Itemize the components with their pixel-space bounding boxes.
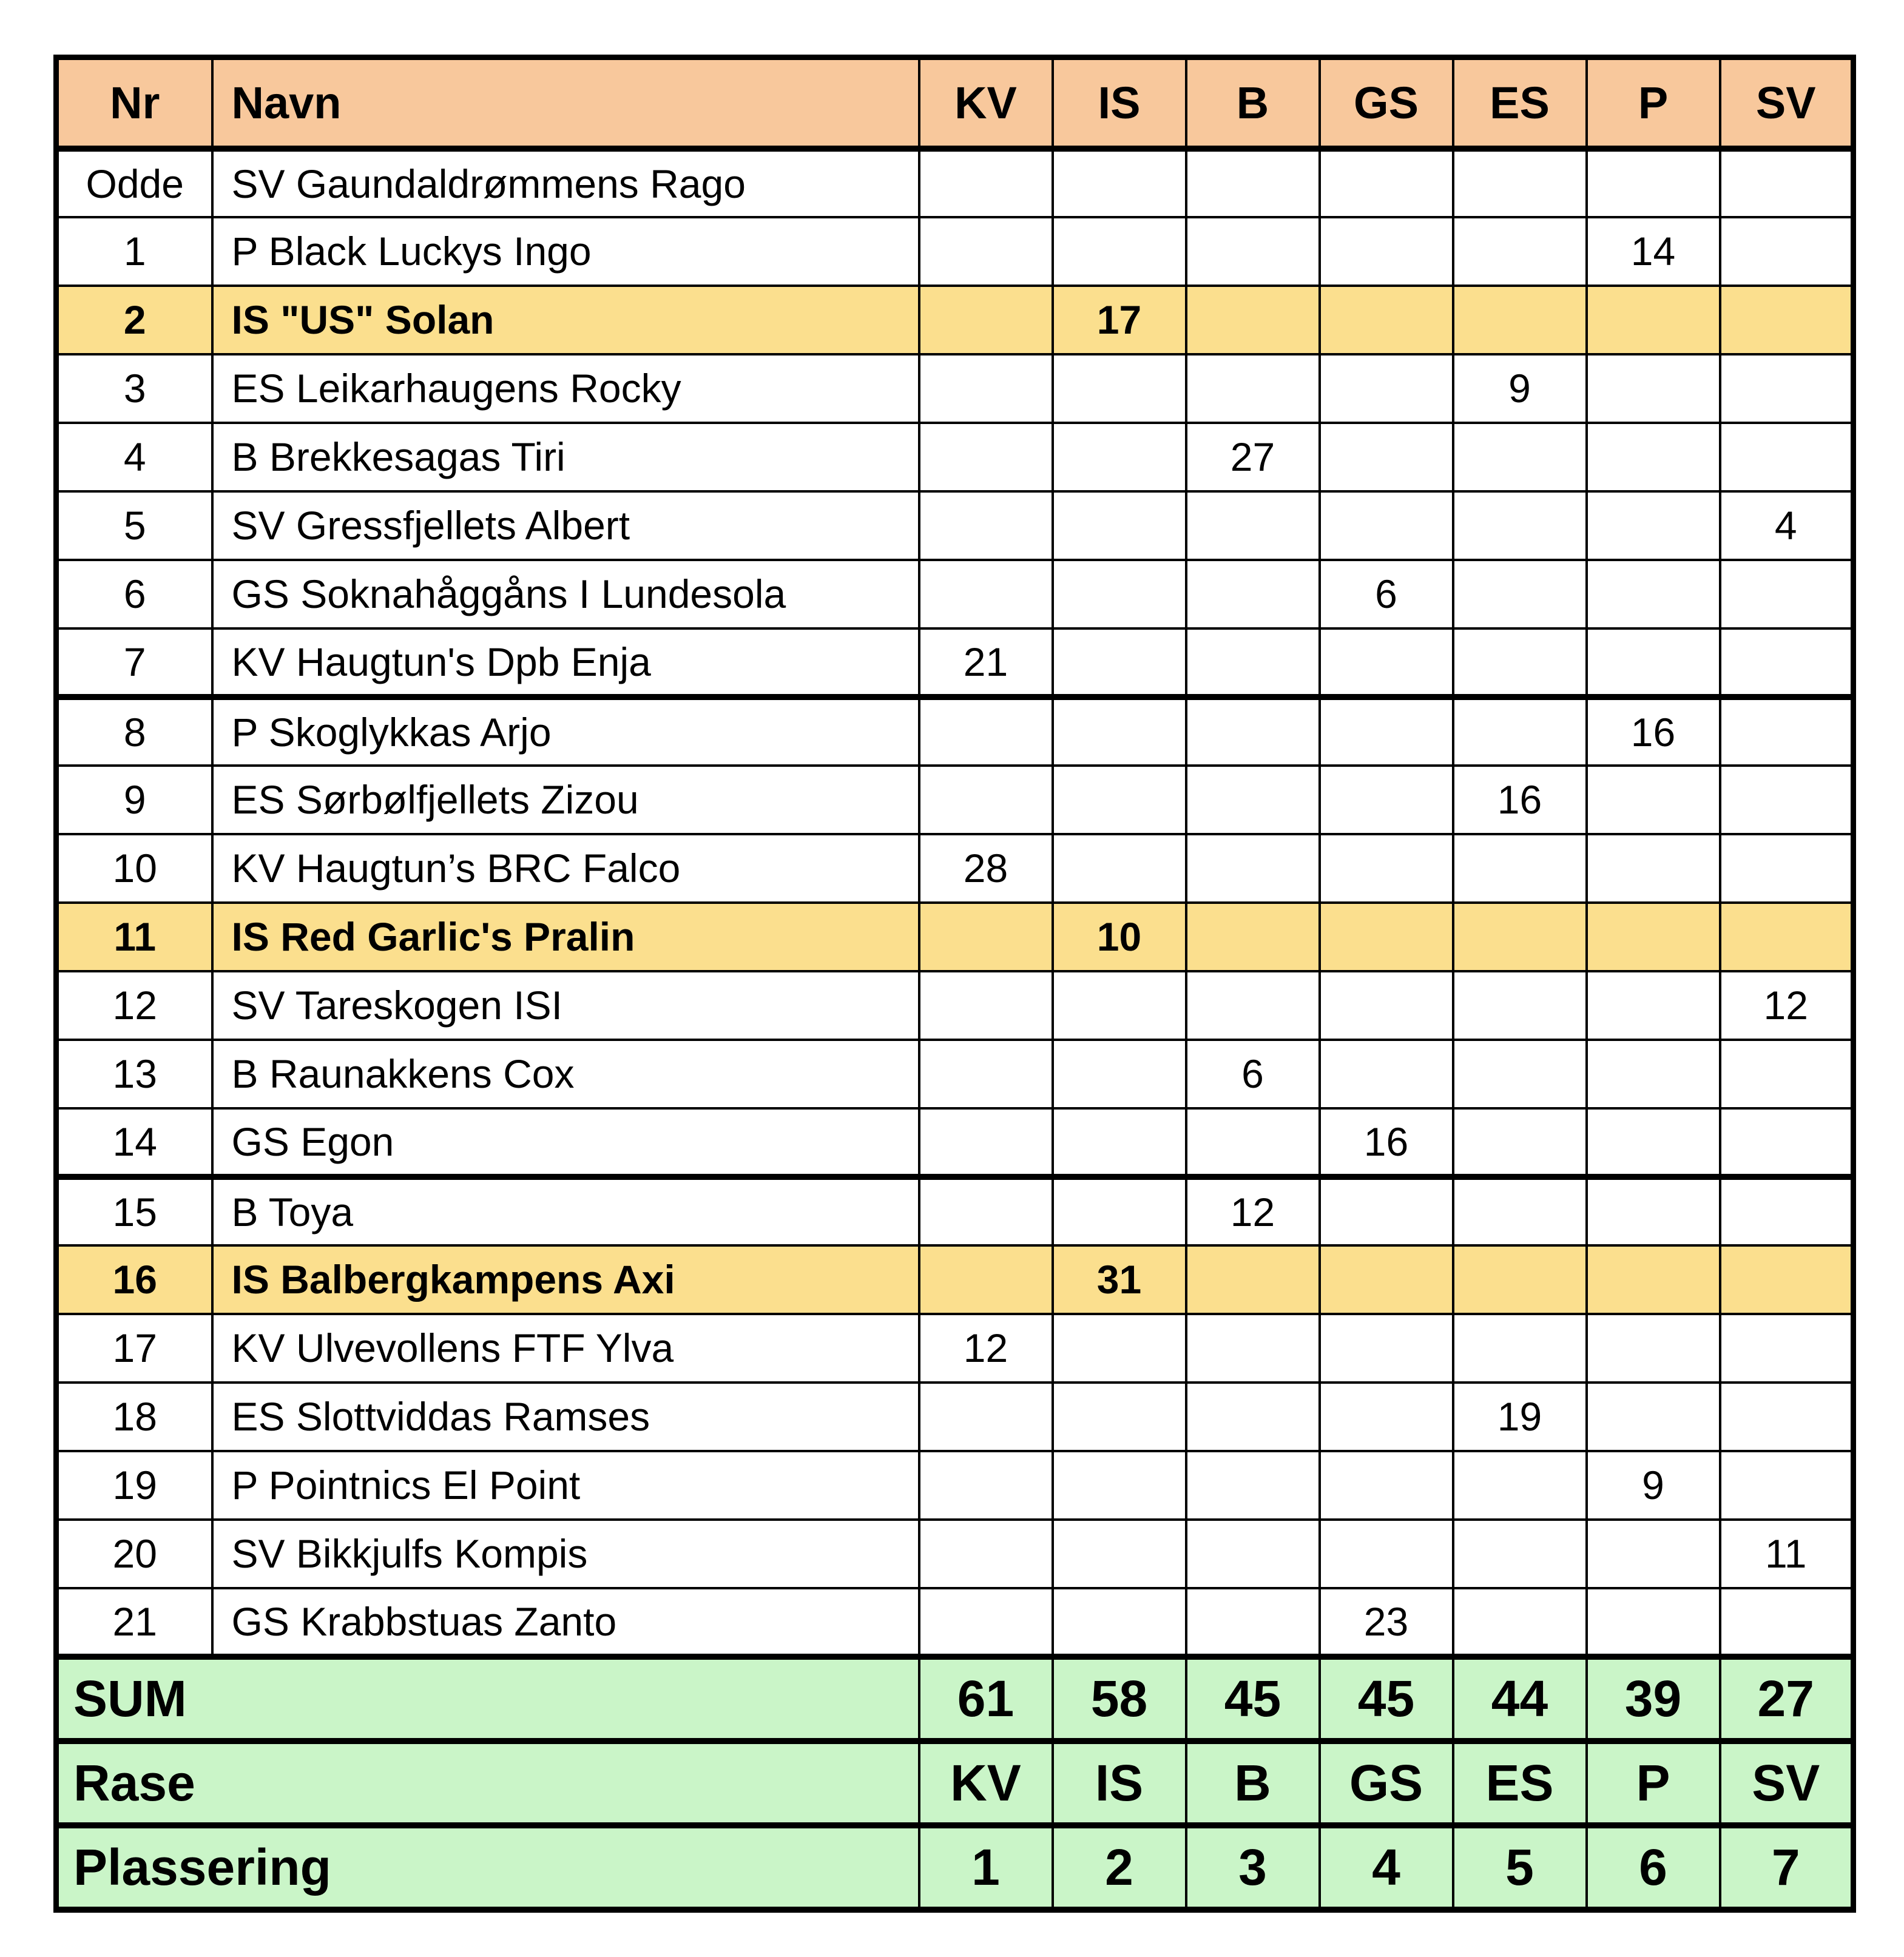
- footer-plassering-value-cell: 7: [1720, 1825, 1854, 1910]
- dog-name-cell: ES Sørbølfjellets Zizou: [212, 766, 919, 834]
- dog-name-cell: ES Slottviddas Ramses: [212, 1383, 919, 1451]
- table-footer: [56, 1657, 1854, 1910]
- score-cell: [1053, 766, 1186, 834]
- score-cell: 31: [1053, 1245, 1186, 1314]
- table-row: [56, 1177, 1854, 1245]
- dog-name-cell: P Skoglykkas Arjo: [212, 697, 919, 766]
- score-cell: [1186, 1520, 1320, 1588]
- score-cell: [919, 423, 1053, 491]
- score-cell: [1320, 1383, 1453, 1451]
- score-cell: [1053, 491, 1186, 560]
- score-cell: [1186, 697, 1320, 766]
- score-cell: [1186, 834, 1320, 903]
- score-cell: [1053, 834, 1186, 903]
- row-number-cell: 4: [56, 423, 212, 491]
- footer-sum-value-cell: 58: [1053, 1657, 1186, 1741]
- column-header-p: P: [1587, 58, 1720, 149]
- score-cell: [1320, 628, 1453, 697]
- score-cell: [1720, 766, 1854, 834]
- column-header-navn: Navn: [212, 58, 919, 149]
- table-row: [56, 1108, 1854, 1177]
- row-number-cell: 13: [56, 1040, 212, 1108]
- score-cell: 10: [1053, 903, 1186, 971]
- score-cell: [1587, 971, 1720, 1040]
- score-cell: [1186, 766, 1320, 834]
- footer-plassering-value-cell: 2: [1053, 1825, 1186, 1910]
- table-row: [56, 971, 1854, 1040]
- score-cell: [1720, 217, 1854, 286]
- score-cell: [1587, 149, 1720, 217]
- score-cell: [1186, 1383, 1320, 1451]
- footer-plassering-value-cell: 4: [1320, 1825, 1453, 1910]
- dog-name-cell: GS Egon: [212, 1108, 919, 1177]
- table-row: [56, 628, 1854, 697]
- footer-row-plassering: [56, 1825, 1854, 1910]
- score-cell: 14: [1587, 217, 1720, 286]
- score-cell: 19: [1453, 1383, 1587, 1451]
- score-cell: [1320, 423, 1453, 491]
- score-cell: [1186, 628, 1320, 697]
- footer-sum-value-cell: 27: [1720, 1657, 1854, 1741]
- footer-sum-value-cell: 61: [919, 1657, 1053, 1741]
- score-cell: [1453, 1588, 1587, 1657]
- score-cell: [1720, 1383, 1854, 1451]
- score-cell: [1320, 1245, 1453, 1314]
- score-cell: [1453, 971, 1587, 1040]
- score-cell: [919, 1383, 1053, 1451]
- dog-name-cell: SV Tareskogen ISI: [212, 971, 919, 1040]
- score-cell: [1720, 834, 1854, 903]
- score-cell: [1320, 1040, 1453, 1108]
- table-header-row: [56, 58, 1854, 149]
- score-cell: [1320, 491, 1453, 560]
- score-cell: [1453, 903, 1587, 971]
- row-number-cell: 2: [56, 286, 212, 354]
- score-cell: [1186, 560, 1320, 628]
- score-cell: [1453, 1520, 1587, 1588]
- score-cell: [1587, 1383, 1720, 1451]
- footer-rase-value-cell: P: [1587, 1741, 1720, 1825]
- score-cell: [1320, 354, 1453, 423]
- score-cell: [1453, 1314, 1587, 1383]
- table-row: [56, 903, 1854, 971]
- dog-name-cell: IS Balbergkampens Axi: [212, 1245, 919, 1314]
- table-row: [56, 286, 1854, 354]
- score-cell: 6: [1186, 1040, 1320, 1108]
- score-cell: [919, 149, 1053, 217]
- score-cell: [1320, 697, 1453, 766]
- table-row: [56, 1588, 1854, 1657]
- table-row: [56, 354, 1854, 423]
- score-cell: [1453, 697, 1587, 766]
- score-cell: [1453, 1108, 1587, 1177]
- row-number-cell: 19: [56, 1451, 212, 1520]
- dog-name-cell: SV Bikkjulfs Kompis: [212, 1520, 919, 1588]
- footer-sum-label: SUM: [56, 1657, 919, 1741]
- column-header-nr: Nr: [56, 58, 212, 149]
- score-cell: [919, 1451, 1053, 1520]
- score-cell: [1053, 354, 1186, 423]
- dog-name-cell: SV Gressfjellets Albert: [212, 491, 919, 560]
- score-cell: [1453, 149, 1587, 217]
- score-cell: [1186, 1451, 1320, 1520]
- table-row: [56, 149, 1854, 217]
- dog-name-cell: B Brekkesagas Tiri: [212, 423, 919, 491]
- score-cell: [1720, 1108, 1854, 1177]
- dog-name-cell: P Pointnics El Point: [212, 1451, 919, 1520]
- score-cell: [919, 286, 1053, 354]
- score-cell: [919, 1520, 1053, 1588]
- row-number-cell: 10: [56, 834, 212, 903]
- footer-row-sum: [56, 1657, 1854, 1741]
- table-row: [56, 834, 1854, 903]
- score-cell: [1587, 766, 1720, 834]
- score-cell: [1587, 560, 1720, 628]
- score-cell: [1587, 423, 1720, 491]
- footer-plassering-value-cell: 3: [1186, 1825, 1320, 1910]
- score-cell: [919, 766, 1053, 834]
- score-cell: 16: [1587, 697, 1720, 766]
- score-cell: [919, 491, 1053, 560]
- score-cell: [1453, 628, 1587, 697]
- dog-name-cell: GS Soknahåggåns I Lundesola: [212, 560, 919, 628]
- score-cell: [919, 1177, 1053, 1245]
- dog-name-cell: IS Red Garlic's Pralin: [212, 903, 919, 971]
- score-table: [53, 55, 1856, 1913]
- row-number-cell: 14: [56, 1108, 212, 1177]
- score-cell: [1587, 491, 1720, 560]
- score-cell: [1720, 903, 1854, 971]
- footer-rase-label: Rase: [56, 1741, 919, 1825]
- row-number-cell: 8: [56, 697, 212, 766]
- table-body: [56, 149, 1854, 1657]
- table-header: [56, 58, 1854, 149]
- row-number-cell: 21: [56, 1588, 212, 1657]
- score-cell: [1053, 217, 1186, 286]
- score-cell: [1053, 697, 1186, 766]
- row-number-cell: 12: [56, 971, 212, 1040]
- footer-rase-value-cell: ES: [1453, 1741, 1587, 1825]
- dog-name-cell: B Toya: [212, 1177, 919, 1245]
- score-cell: [1186, 149, 1320, 217]
- score-cell: [1453, 491, 1587, 560]
- row-number-cell: 3: [56, 354, 212, 423]
- column-header-is: IS: [1053, 58, 1186, 149]
- score-cell: 6: [1320, 560, 1453, 628]
- score-cell: [1587, 286, 1720, 354]
- score-cell: [919, 354, 1053, 423]
- row-number-cell: 1: [56, 217, 212, 286]
- score-cell: [1720, 286, 1854, 354]
- score-cell: [1053, 149, 1186, 217]
- score-cell: [1320, 903, 1453, 971]
- row-number-cell: 18: [56, 1383, 212, 1451]
- score-cell: [1587, 1520, 1720, 1588]
- score-cell: [1587, 834, 1720, 903]
- column-header-kv: KV: [919, 58, 1053, 149]
- footer-rase-value-cell: GS: [1320, 1741, 1453, 1825]
- score-cell: [1320, 1451, 1453, 1520]
- footer-rase-value-cell: B: [1186, 1741, 1320, 1825]
- score-cell: [919, 1108, 1053, 1177]
- dog-name-cell: KV Haugtun's Dpb Enja: [212, 628, 919, 697]
- dog-name-cell: P Black Luckys Ingo: [212, 217, 919, 286]
- score-cell: [1453, 834, 1587, 903]
- score-cell: [1587, 903, 1720, 971]
- score-cell: [1720, 1451, 1854, 1520]
- score-cell: [919, 1040, 1053, 1108]
- table-row: [56, 1451, 1854, 1520]
- score-cell: [1587, 1245, 1720, 1314]
- score-cell: [1320, 286, 1453, 354]
- score-cell: [1320, 1177, 1453, 1245]
- score-cell: [1453, 1177, 1587, 1245]
- score-cell: 12: [919, 1314, 1053, 1383]
- table-row: [56, 1245, 1854, 1314]
- dog-name-cell: GS Krabbstuas Zanto: [212, 1588, 919, 1657]
- score-cell: [1720, 423, 1854, 491]
- score-cell: 9: [1587, 1451, 1720, 1520]
- row-number-cell: 11: [56, 903, 212, 971]
- score-cell: [1186, 971, 1320, 1040]
- score-cell: 21: [919, 628, 1053, 697]
- score-cell: [1587, 1314, 1720, 1383]
- score-cell: [919, 560, 1053, 628]
- score-cell: [919, 1245, 1053, 1314]
- row-number-cell: Odde: [56, 149, 212, 217]
- row-number-cell: 17: [56, 1314, 212, 1383]
- score-cell: [1453, 560, 1587, 628]
- score-cell: 17: [1053, 286, 1186, 354]
- footer-plassering-value-cell: 6: [1587, 1825, 1720, 1910]
- score-cell: [1186, 286, 1320, 354]
- score-cell: [1053, 1451, 1186, 1520]
- score-cell: [1453, 1451, 1587, 1520]
- score-cell: [1720, 1245, 1854, 1314]
- score-cell: 27: [1186, 423, 1320, 491]
- dog-name-cell: SV Gaundaldrømmens Rago: [212, 149, 919, 217]
- score-cell: [1186, 1108, 1320, 1177]
- score-cell: 28: [919, 834, 1053, 903]
- score-cell: [1587, 1177, 1720, 1245]
- dog-name-cell: B Raunakkens Cox: [212, 1040, 919, 1108]
- score-cell: [1720, 560, 1854, 628]
- dog-name-cell: KV Ulvevollens FTF Ylva: [212, 1314, 919, 1383]
- score-cell: [1320, 149, 1453, 217]
- score-cell: [1453, 423, 1587, 491]
- score-cell: [1053, 1314, 1186, 1383]
- footer-sum-value-cell: 39: [1587, 1657, 1720, 1741]
- score-cell: [1587, 628, 1720, 697]
- score-cell: [1053, 1040, 1186, 1108]
- table-row: [56, 697, 1854, 766]
- footer-plassering-value-cell: 1: [919, 1825, 1053, 1910]
- dog-name-cell: ES Leikarhaugens Rocky: [212, 354, 919, 423]
- score-cell: [1320, 766, 1453, 834]
- score-cell: [1053, 1520, 1186, 1588]
- score-cell: 12: [1720, 971, 1854, 1040]
- score-cell: [1587, 354, 1720, 423]
- score-cell: [919, 971, 1053, 1040]
- table-row: [56, 1040, 1854, 1108]
- score-cell: 16: [1453, 766, 1587, 834]
- column-header-b: B: [1186, 58, 1320, 149]
- dog-name-cell: KV Haugtun’s BRC Falco: [212, 834, 919, 903]
- score-cell: [1720, 1314, 1854, 1383]
- score-cell: [919, 1588, 1053, 1657]
- score-cell: [1186, 354, 1320, 423]
- score-cell: [1053, 1588, 1186, 1657]
- score-cell: [1053, 1177, 1186, 1245]
- footer-sum-value-cell: 45: [1320, 1657, 1453, 1741]
- row-number-cell: 7: [56, 628, 212, 697]
- table-row: [56, 1314, 1854, 1383]
- score-cell: [919, 217, 1053, 286]
- score-cell: [1053, 423, 1186, 491]
- score-cell: [1053, 628, 1186, 697]
- table-row: [56, 560, 1854, 628]
- score-cell: [1720, 354, 1854, 423]
- table-row: [56, 491, 1854, 560]
- score-cell: [1453, 1245, 1587, 1314]
- score-cell: [1320, 217, 1453, 286]
- table-row: [56, 1520, 1854, 1588]
- score-cell: [1186, 217, 1320, 286]
- footer-plassering-value-cell: 5: [1453, 1825, 1587, 1910]
- score-cell: [1053, 1383, 1186, 1451]
- table-row: [56, 423, 1854, 491]
- score-cell: [919, 697, 1053, 766]
- score-cell: [1186, 1245, 1320, 1314]
- column-header-gs: GS: [1320, 58, 1453, 149]
- score-cell: 9: [1453, 354, 1587, 423]
- footer-sum-value-cell: 45: [1186, 1657, 1320, 1741]
- score-cell: [1053, 560, 1186, 628]
- table-row: [56, 766, 1854, 834]
- row-number-cell: 20: [56, 1520, 212, 1588]
- score-cell: [1186, 491, 1320, 560]
- footer-rase-value-cell: KV: [919, 1741, 1053, 1825]
- score-cell: [1320, 971, 1453, 1040]
- row-number-cell: 5: [56, 491, 212, 560]
- score-cell: [1320, 1520, 1453, 1588]
- column-header-sv: SV: [1720, 58, 1854, 149]
- score-cell: 12: [1186, 1177, 1320, 1245]
- dog-name-cell: IS "US" Solan: [212, 286, 919, 354]
- score-cell: [1186, 1588, 1320, 1657]
- score-cell: [1053, 971, 1186, 1040]
- footer-plassering-label: Plassering: [56, 1825, 919, 1910]
- score-cell: [1587, 1040, 1720, 1108]
- score-cell: [1453, 286, 1587, 354]
- footer-rase-value-cell: SV: [1720, 1741, 1854, 1825]
- score-cell: [1720, 628, 1854, 697]
- score-cell: [1720, 1040, 1854, 1108]
- footer-row-rase: [56, 1741, 1854, 1825]
- score-cell: 23: [1320, 1588, 1453, 1657]
- row-number-cell: 15: [56, 1177, 212, 1245]
- score-cell: [1453, 217, 1587, 286]
- table-row: [56, 1383, 1854, 1451]
- score-cell: [1053, 1108, 1186, 1177]
- score-cell: 16: [1320, 1108, 1453, 1177]
- score-cell: 11: [1720, 1520, 1854, 1588]
- score-cell: [1453, 1040, 1587, 1108]
- footer-rase-value-cell: IS: [1053, 1741, 1186, 1825]
- score-cell: 4: [1720, 491, 1854, 560]
- score-cell: [1720, 149, 1854, 217]
- table-row: [56, 217, 1854, 286]
- score-cell: [1186, 1314, 1320, 1383]
- column-header-es: ES: [1453, 58, 1587, 149]
- score-cell: [1587, 1588, 1720, 1657]
- row-number-cell: 9: [56, 766, 212, 834]
- score-cell: [1587, 1108, 1720, 1177]
- score-cell: [1186, 903, 1320, 971]
- score-cell: [1720, 1588, 1854, 1657]
- score-cell: [1720, 1177, 1854, 1245]
- score-cell: [1320, 834, 1453, 903]
- row-number-cell: 16: [56, 1245, 212, 1314]
- score-cell: [919, 903, 1053, 971]
- score-cell: [1320, 1314, 1453, 1383]
- row-number-cell: 6: [56, 560, 212, 628]
- footer-sum-value-cell: 44: [1453, 1657, 1587, 1741]
- score-cell: [1720, 697, 1854, 766]
